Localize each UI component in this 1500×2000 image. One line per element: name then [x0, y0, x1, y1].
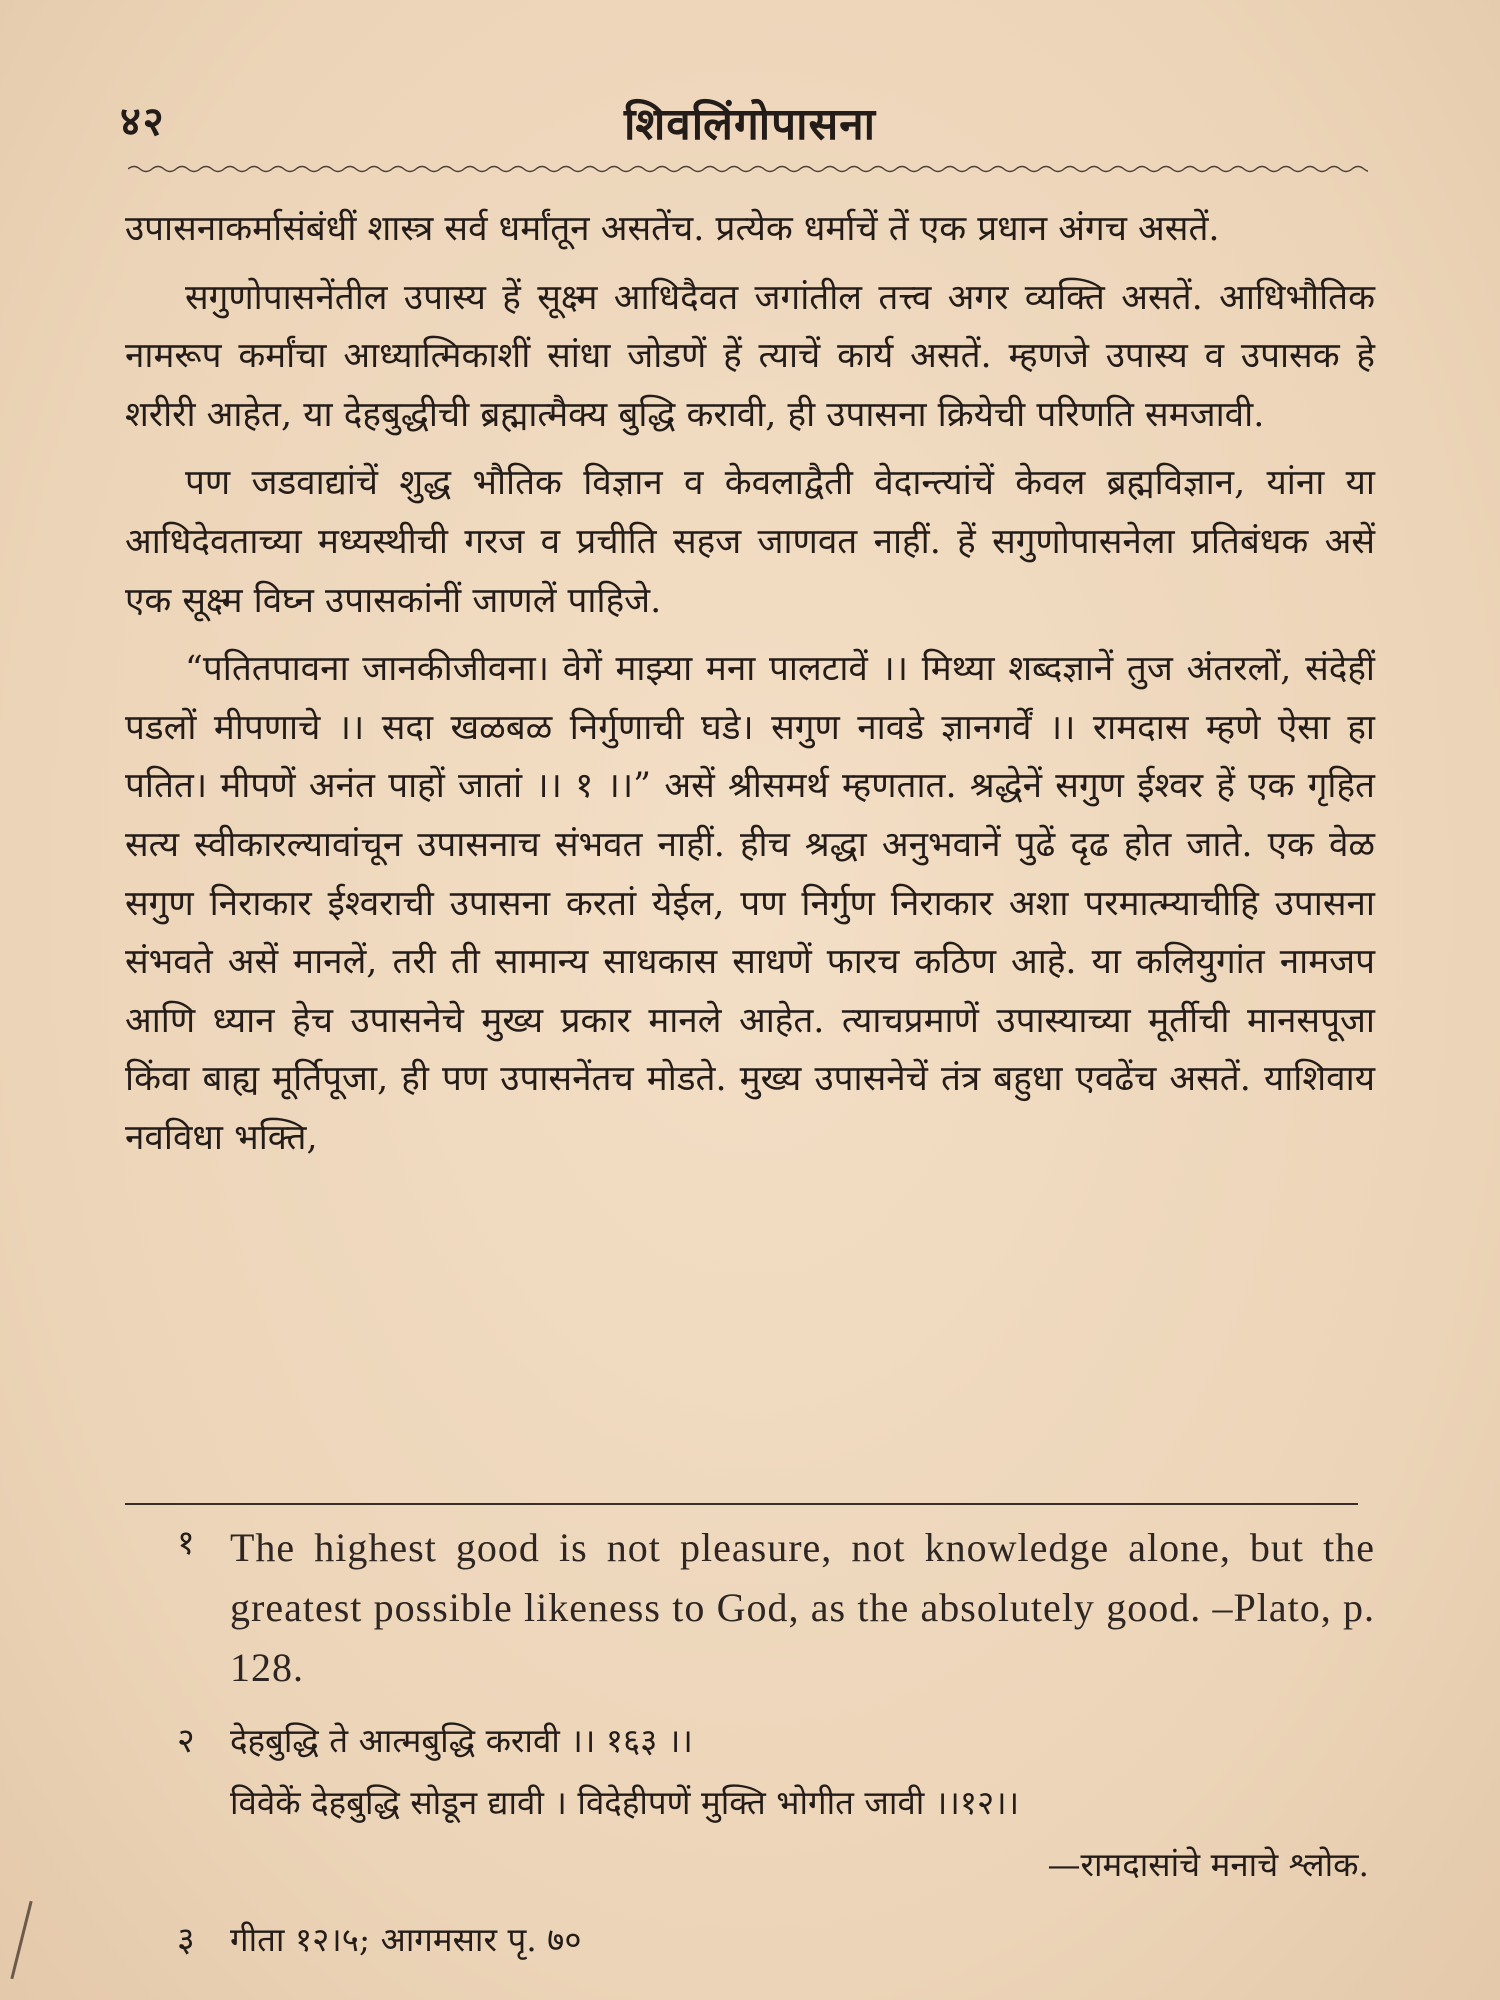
footnotes	[125, 1518, 1375, 1970]
footnote-1	[125, 1518, 1375, 1698]
footnote-attribution: —रामदासांचे मनाचे श्लोक.	[1047, 1845, 1369, 1884]
footnote-number: १	[177, 1523, 195, 1563]
paragraph: उपासनाकर्मासंबंधीं शास्त्र सर्व धर्मांतून असतेंच. प्रत्येक धर्माचें तें एक प्रधान अंगच असतें.	[125, 209, 1220, 249]
paragraph: पण जडवाद्यांचें शुद्ध भौतिक विज्ञान व केवलाद्वैती वेदान्त्यांचें केवल ब्रह्मविज्ञान, यांना या आधिदेवताच्या मध्यस्थीची गरज व प्रचीति सहज जाणवत नाहीं. हें सगुणोपासनेला प्रतिबंधक असें एक सूक्ष्म विघ्न उपासकांनीं जाणलें पाहिजे.	[125, 463, 1375, 621]
footnote-3	[125, 1910, 1375, 1970]
page-number: ४२	[120, 98, 166, 145]
footnote-number: २	[177, 1721, 195, 1761]
running-title: शिवलिंगोपासना	[623, 99, 877, 150]
paragraph: सगुणोपासनेंतील उपास्य हें सूक्ष्म आधिदैवत जगांतील तत्त्व अगर व्यक्ति असतें. आधिभौतिक नामरूप कर्मांचा आध्यात्मिकाशीं सांधा जोडणें हें त्याचें कार्य असतें. म्हणजे उपास्य व उपासक हे शरीरी आहेत, या देहबुद्धीची ब्रह्मात्मैक्य बुद्धि करावी, ही उपासना क्रियेची परिणति समजावी.	[125, 277, 1375, 435]
footnote-verse-line: देहबुद्धि ते आत्मबुद्धि करावी ।। १६३ ।।	[230, 1721, 693, 1760]
footnote-number: ३	[177, 1920, 195, 1960]
footnote-divider	[125, 1503, 1358, 1505]
footnote-2	[125, 1710, 1375, 1896]
footnote-text: गीता १२।५; आगमसार पृ. ७०	[230, 1920, 582, 1959]
page-header	[120, 92, 1380, 162]
decorative-wavy-rule	[128, 163, 1368, 175]
footnote-verse-line: विवेकें देहबुद्धि सोडून द्यावी । विदेहीपणें मुक्ति भोगीत जावी ।।१२।।	[230, 1783, 1020, 1822]
body-text	[125, 200, 1375, 1178]
paragraph: “पतितपावना जानकीजीवना। वेगें माझ्या मना पालटावें ।। मिथ्या शब्दज्ञानें तुज अंतरलों, संदेहीं पडलों मीपणाचे ।। सदा खळबळ निर्गुणाची घडे। सगुण नावडे ज्ञानगर्वें ।। रामदास म्हणे ऐसा हा पतित। मीपणें अनंत पाहों जातां ।। १ ।।” असें श्रीसमर्थ म्हणतात. श्रद्धेनें सगुण ईश्वर हें एक गृहित सत्य स्वीकारल्यावांचून उपासनाच संभवत नाहीं. हीच श्रद्धा अनुभवानें पुढें दृढ होत जाते. एक वेळ सगुण निराकार ईश्वराची उपासना करतां येईल, पण निर्गुण निराकार अशा परमात्म्याचीहि उपासना संभवते असें मानलें, तरी ती सामान्य साधकास साधणें फारच कठिण आहे. या कलियुगांत नामजप आणि ध्यान हेच उपासनेचे मुख्य प्रकार मानले आहेत. त्याचप्रमाणें उपास्याच्या मूर्तीची मानसपूजा किंवा बाह्य मूर्तिपूजा, ही पण उपासनेंतच मोडते. मुख्य उपासनेचें तंत्र बहुधा एवढेंच असतें. याशिवाय नवविधा भक्ति,	[125, 649, 1375, 1158]
footnote-text: The highest good is not pleasure, not knowledge alone, but the greatest possible likeness to God, as the absolutely good. –Plato, p. 128.	[230, 1525, 1375, 1690]
margin-pencil-mark	[10, 1901, 32, 1979]
